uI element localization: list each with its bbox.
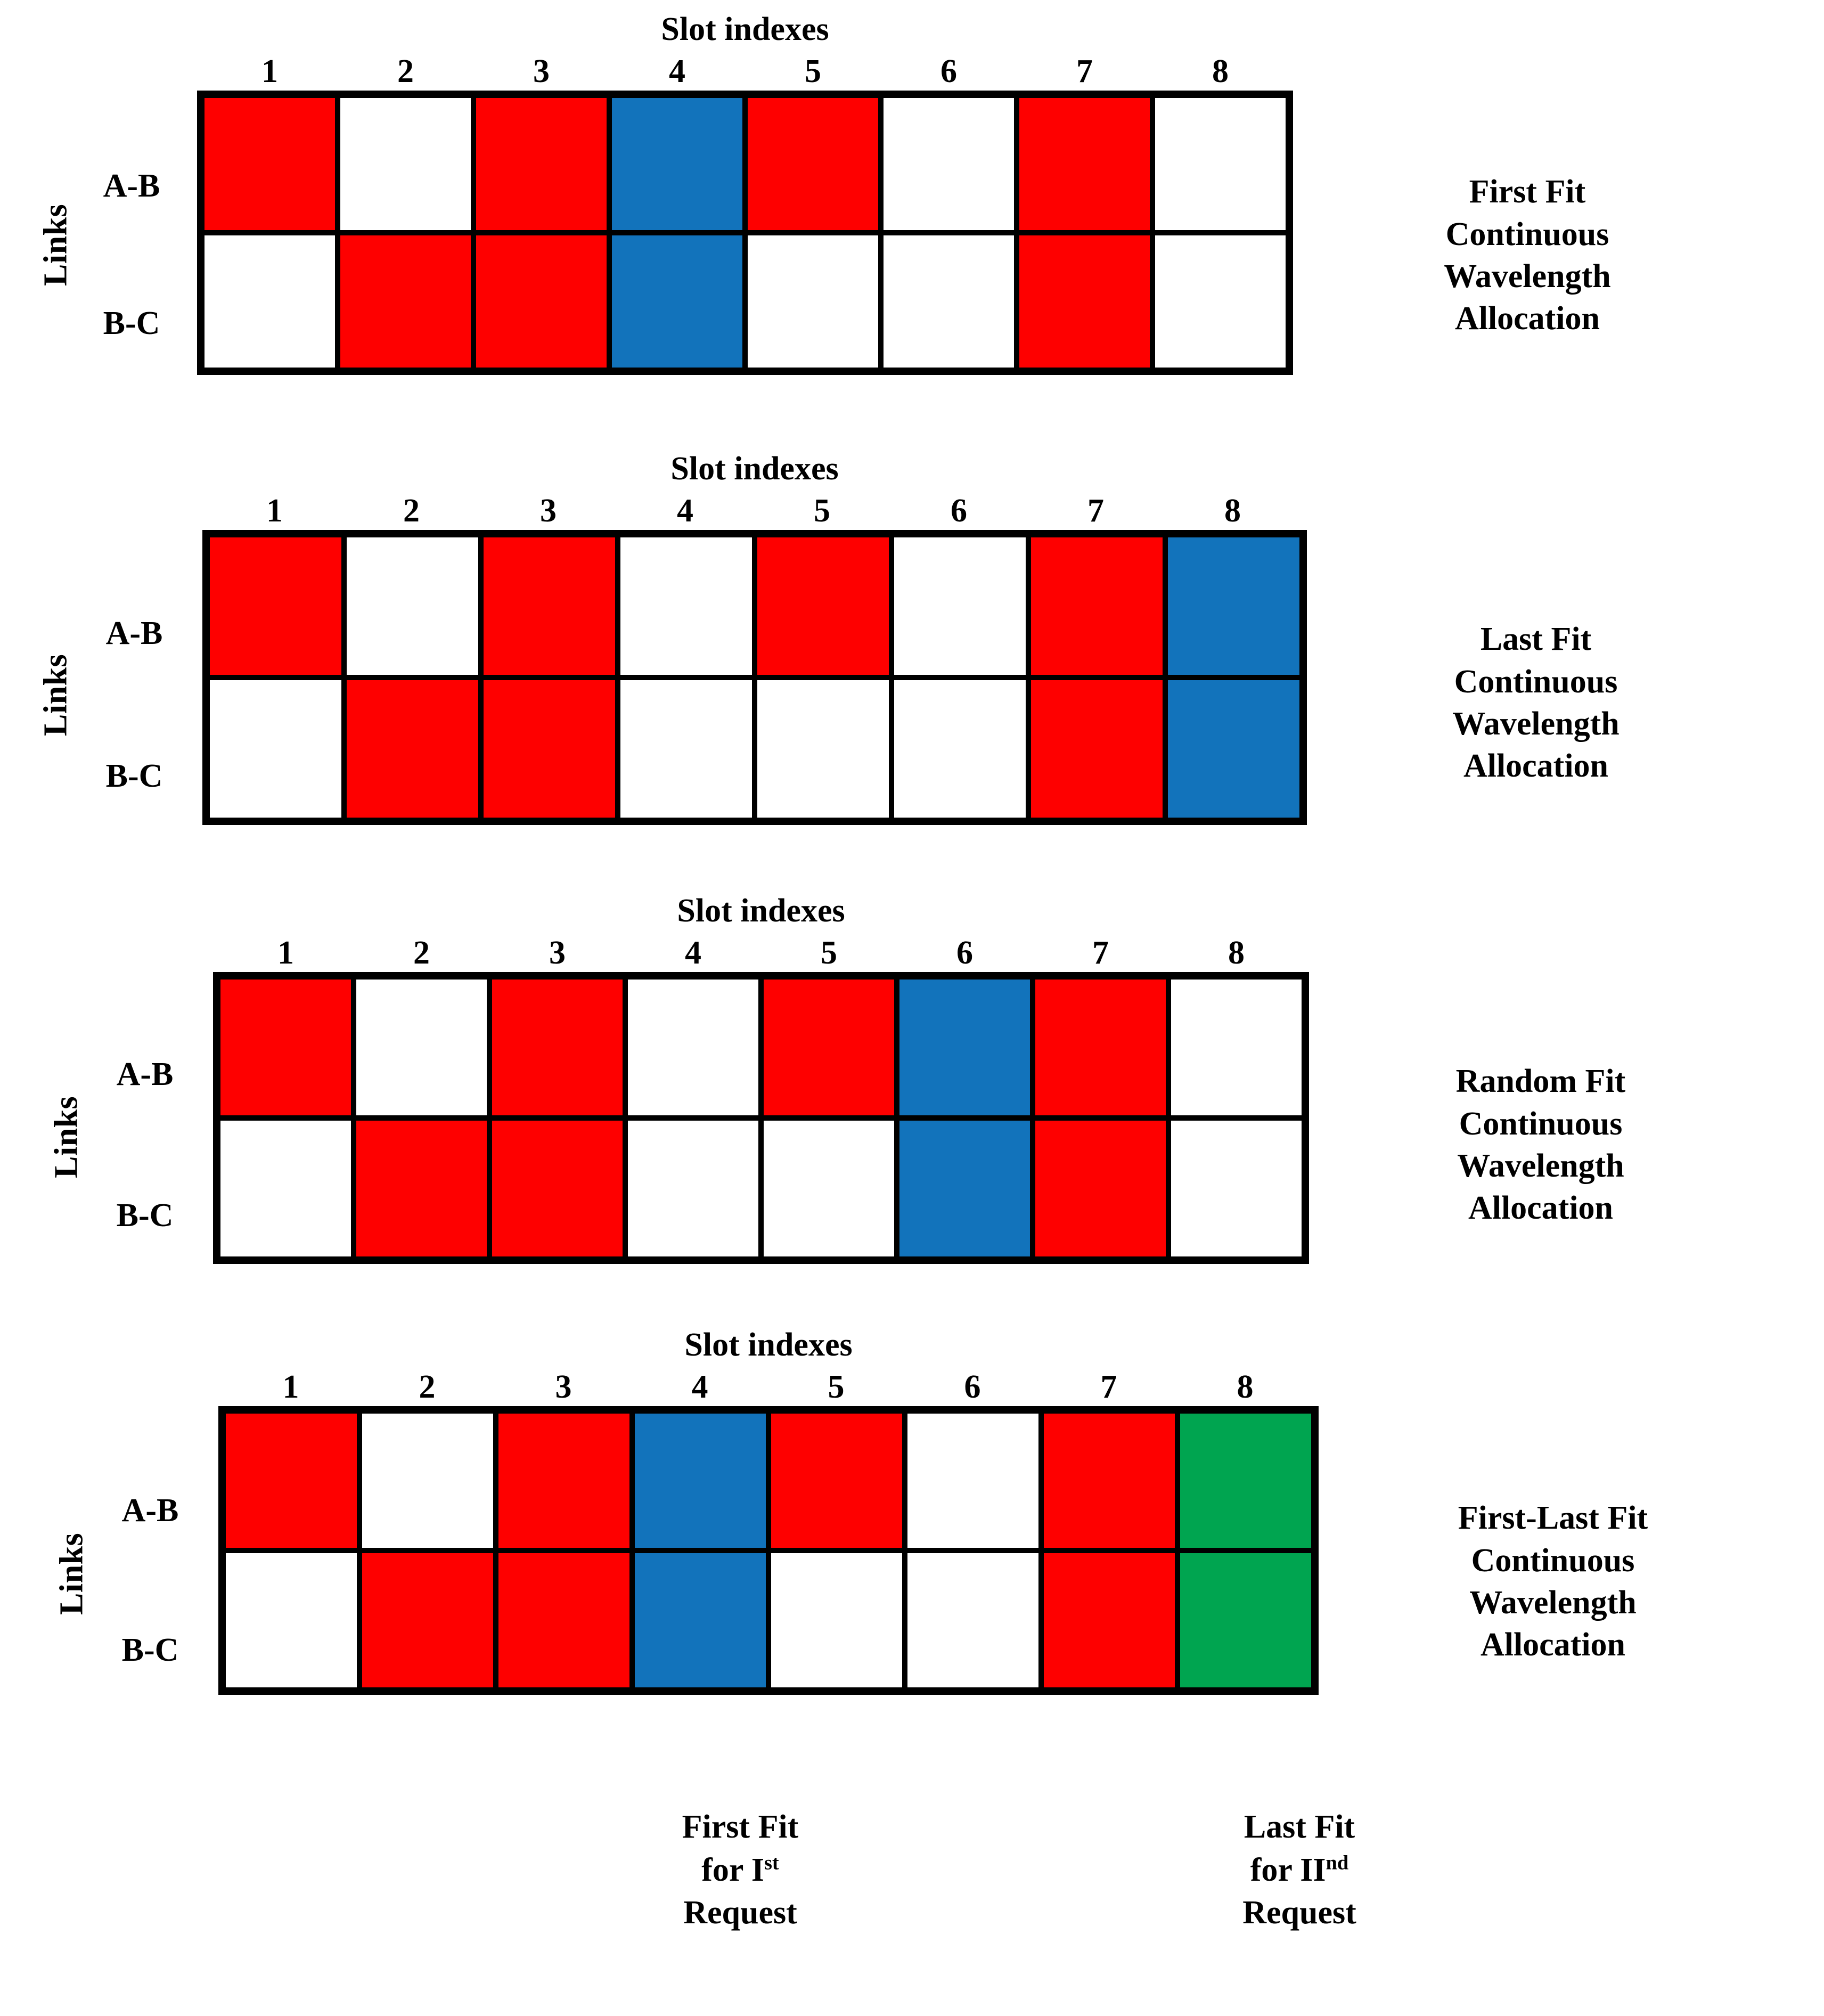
slot-number: 3 <box>555 1369 572 1405</box>
slot-cell[interactable] <box>359 1550 496 1690</box>
slot-number: 7 <box>1087 493 1104 529</box>
slot-cell[interactable] <box>1041 1550 1177 1690</box>
caption-line: First-Last Fit <box>1458 1500 1648 1537</box>
slot-cell[interactable] <box>1033 977 1168 1118</box>
grid-row-bc-1 <box>202 233 1288 370</box>
row-label-bc-3: B-C <box>116 1197 174 1234</box>
slot-cell[interactable] <box>891 678 1028 820</box>
slot-cell[interactable] <box>489 977 625 1118</box>
slot-cell[interactable] <box>207 678 344 820</box>
slot-number: 1 <box>261 53 278 89</box>
note-line-2: for Ist <box>701 1851 779 1888</box>
slot-grid-2 <box>202 530 1307 825</box>
caption-line: Wavelength <box>1457 1148 1624 1184</box>
slot-cell[interactable] <box>891 535 1028 678</box>
row-labels-3 <box>91 1004 213 1286</box>
slot-number: 5 <box>814 493 830 529</box>
slot-cell[interactable] <box>625 1118 761 1259</box>
slot-cell[interactable] <box>1028 535 1165 678</box>
caption-line: First Fit <box>1469 174 1586 210</box>
slot-cell[interactable] <box>632 1411 768 1550</box>
slot-cell[interactable] <box>905 1411 1041 1550</box>
slot-cell[interactable] <box>745 95 881 233</box>
block-caption-1 <box>1362 112 1692 399</box>
slot-cell[interactable] <box>755 678 891 820</box>
slot-number: 6 <box>964 1369 981 1405</box>
caption-line: Allocation <box>1463 748 1609 785</box>
slot-cell[interactable] <box>202 95 338 233</box>
note-line-3: Request <box>1242 1895 1356 1931</box>
slot-number: 6 <box>940 53 957 89</box>
slot-cell[interactable] <box>359 1411 496 1550</box>
grid-row-ab-3 <box>218 977 1304 1118</box>
slot-number: 7 <box>1076 53 1093 89</box>
slot-number: 4 <box>685 935 701 971</box>
grid-area-2 <box>202 450 1307 825</box>
slot-cell[interactable] <box>473 95 609 233</box>
slot-number: 2 <box>403 493 420 529</box>
slot-number: 6 <box>951 493 967 529</box>
row-label-bc-2: B-C <box>105 757 163 794</box>
slot-cell[interactable] <box>218 1118 354 1259</box>
caption-line: Wavelength <box>1469 1585 1637 1621</box>
slot-number: 4 <box>669 53 685 89</box>
slot-cell[interactable] <box>354 1118 489 1259</box>
caption-line: Continuous <box>1471 1542 1635 1579</box>
allocation-block-last-fit <box>32 450 1701 852</box>
slot-number-row-3 <box>218 934 1304 972</box>
slot-cell[interactable] <box>609 233 745 370</box>
caption-line: Continuous <box>1445 216 1609 252</box>
slot-cell[interactable] <box>496 1411 632 1550</box>
row-label-bc-4: B-C <box>121 1631 179 1668</box>
slot-cell[interactable] <box>1041 1411 1177 1550</box>
bottom-notes <box>580 1806 1486 1935</box>
slot-cell[interactable] <box>1152 233 1288 370</box>
caption-line: Allocation <box>1454 300 1600 337</box>
row-labels-1 <box>80 117 197 392</box>
grid-area-4 <box>218 1326 1319 1695</box>
slot-cell[interactable] <box>905 1550 1041 1690</box>
slot-number: 3 <box>540 493 557 529</box>
caption-line: Continuous <box>1459 1105 1623 1142</box>
slot-cell[interactable] <box>1165 678 1302 820</box>
row-label-bc-1: B-C <box>103 305 160 341</box>
slot-cell[interactable] <box>1017 233 1152 370</box>
slot-number: 8 <box>1212 53 1229 89</box>
slot-cell[interactable] <box>1165 535 1302 678</box>
allocation-block-random-fit <box>43 892 1714 1294</box>
slot-indexes-title-4: Slot indexes <box>684 1327 853 1363</box>
note-line-1: Last Fit <box>1244 1809 1355 1845</box>
grid-row-ab-4 <box>223 1411 1314 1550</box>
slot-number-row-4 <box>223 1368 1314 1406</box>
caption-line: Allocation <box>1468 1190 1614 1227</box>
slot-cell[interactable] <box>761 1118 897 1259</box>
slot-cell[interactable] <box>768 1411 905 1550</box>
slot-indexes-title-2: Slot indexes <box>670 451 839 487</box>
slot-cell[interactable] <box>897 977 1033 1118</box>
slot-grid-3 <box>213 972 1309 1264</box>
slot-cell[interactable] <box>618 535 755 678</box>
slot-number: 8 <box>1224 493 1241 529</box>
block-caption-3 <box>1368 996 1714 1294</box>
slot-cell[interactable] <box>338 95 473 233</box>
grid-row-bc-2 <box>207 678 1302 820</box>
allocation-block-first-last-fit <box>48 1326 1734 1731</box>
slot-cell[interactable] <box>1177 1550 1314 1690</box>
row-label-ab-3: A-B <box>116 1056 174 1092</box>
grid-area-3 <box>213 892 1309 1264</box>
slot-grid-1 <box>197 91 1293 375</box>
slot-number: 4 <box>677 493 693 529</box>
slot-number-row-2 <box>206 492 1303 530</box>
row-labels-2 <box>80 562 202 847</box>
slot-cell[interactable] <box>761 977 897 1118</box>
block-caption-4 <box>1372 1433 1734 1731</box>
grid-area-1 <box>197 11 1293 375</box>
slot-cell[interactable] <box>1152 95 1288 233</box>
slot-cell[interactable] <box>609 95 745 233</box>
slot-indexes-title-1: Slot indexes <box>661 11 829 47</box>
slot-cell[interactable] <box>618 678 755 820</box>
allocation-block-first-fit <box>32 11 1692 399</box>
slot-cell[interactable] <box>1017 95 1152 233</box>
slot-number: 5 <box>828 1369 845 1405</box>
note-first-fit-first-request <box>580 1806 900 1935</box>
links-axis-label-2: Links <box>37 654 74 737</box>
slot-number: 8 <box>1228 935 1245 971</box>
slot-cell[interactable] <box>755 535 891 678</box>
caption-line: Wavelength <box>1452 706 1619 742</box>
row-labels-4 <box>96 1441 218 1720</box>
grid-row-bc-4 <box>223 1550 1314 1690</box>
caption-line: Wavelength <box>1444 258 1611 295</box>
slot-cell[interactable] <box>632 1550 768 1690</box>
slot-number: 2 <box>413 935 430 971</box>
caption-line: Continuous <box>1454 663 1618 700</box>
links-axis-label-4: Links <box>53 1532 90 1615</box>
block-caption-2 <box>1371 554 1701 852</box>
slot-cell[interactable] <box>207 535 344 678</box>
links-axis-label-3: Links <box>48 1096 85 1179</box>
slot-cell[interactable] <box>218 977 354 1118</box>
slot-grid-4 <box>218 1406 1319 1695</box>
slot-cell[interactable] <box>473 233 609 370</box>
slot-number: 8 <box>1237 1369 1254 1405</box>
slot-indexes-title-3: Slot indexes <box>677 893 845 929</box>
slot-number: 5 <box>805 53 821 89</box>
slot-cell[interactable] <box>496 1550 632 1690</box>
row-label-ab-4: A-B <box>121 1492 179 1529</box>
slot-cell[interactable] <box>745 233 881 370</box>
slot-cell[interactable] <box>881 233 1017 370</box>
slot-cell[interactable] <box>344 535 481 678</box>
slot-number: 4 <box>691 1369 708 1405</box>
slot-number: 2 <box>419 1369 436 1405</box>
note-last-fit-second-request <box>1140 1806 1459 1935</box>
slot-cell[interactable] <box>1033 1118 1168 1259</box>
slot-cell[interactable] <box>1168 977 1304 1118</box>
links-axis-label-1: Links <box>37 203 74 287</box>
slot-number: 1 <box>277 935 294 971</box>
slot-number: 1 <box>282 1369 299 1405</box>
slot-cell[interactable] <box>481 678 618 820</box>
slot-number-row-1 <box>202 53 1288 91</box>
slot-cell[interactable] <box>897 1118 1033 1259</box>
caption-line: Random Fit <box>1455 1063 1626 1100</box>
row-label-ab-1: A-B <box>103 167 160 204</box>
slot-cell[interactable] <box>344 678 481 820</box>
slot-number: 7 <box>1092 935 1109 971</box>
slot-cell[interactable] <box>338 233 473 370</box>
slot-cell[interactable] <box>223 1550 359 1690</box>
slot-cell[interactable] <box>768 1550 905 1690</box>
note-line-1: First Fit <box>682 1809 799 1845</box>
slot-cell[interactable] <box>881 95 1017 233</box>
slot-cell[interactable] <box>223 1411 359 1550</box>
slot-cell[interactable] <box>625 977 761 1118</box>
slot-number: 1 <box>266 493 283 529</box>
note-line-3: Request <box>683 1895 797 1931</box>
slot-cell[interactable] <box>1177 1411 1314 1550</box>
slot-number: 3 <box>549 935 566 971</box>
grid-row-ab-2 <box>207 535 1302 678</box>
slot-number: 5 <box>821 935 837 971</box>
caption-line: Last Fit <box>1480 621 1592 658</box>
slot-number: 3 <box>533 53 550 89</box>
slot-cell[interactable] <box>354 977 489 1118</box>
slot-cell[interactable] <box>202 233 338 370</box>
slot-cell[interactable] <box>489 1118 625 1259</box>
note-line-2: for IInd <box>1250 1851 1349 1888</box>
slot-number: 7 <box>1100 1369 1117 1405</box>
slot-cell[interactable] <box>1028 678 1165 820</box>
slot-cell[interactable] <box>1168 1118 1304 1259</box>
row-label-ab-2: A-B <box>105 615 163 651</box>
caption-line: Allocation <box>1480 1627 1626 1663</box>
slot-number: 6 <box>956 935 973 971</box>
slot-number: 2 <box>397 53 414 89</box>
grid-row-bc-3 <box>218 1118 1304 1259</box>
slot-cell[interactable] <box>481 535 618 678</box>
grid-row-ab-1 <box>202 95 1288 233</box>
